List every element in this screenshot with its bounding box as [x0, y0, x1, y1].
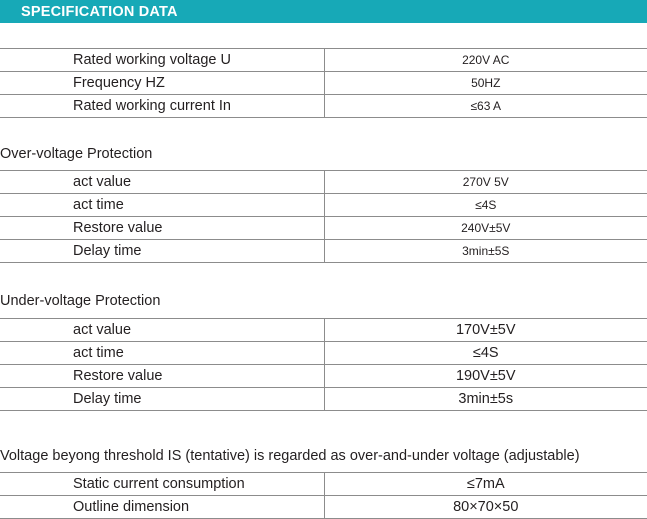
spec-label: Outline dimension [0, 496, 324, 519]
spec-value: 3min±5S [324, 240, 647, 263]
table-row [0, 342, 647, 365]
table-row [0, 171, 647, 194]
spec-label: Rated working voltage U [0, 49, 324, 72]
table-row [0, 365, 647, 388]
table-row [0, 217, 647, 240]
spec-label: Rated working current In [0, 95, 324, 118]
spec-label: act value [0, 319, 324, 342]
table-row [0, 496, 647, 519]
spec-header-bar [0, 0, 647, 23]
spec-value: 270V 5V [324, 171, 647, 194]
table-row [0, 95, 647, 118]
under-voltage-table [0, 318, 647, 411]
table-row [0, 240, 647, 263]
table-row [0, 388, 647, 411]
table-row [0, 49, 647, 72]
spec-label: act time [0, 194, 324, 217]
table-row [0, 194, 647, 217]
spec-value: ≤4S [324, 194, 647, 217]
spec-label: Restore value [0, 365, 324, 388]
spec-label: Frequency HZ [0, 72, 324, 95]
spec-value: ≤7mA [324, 473, 647, 496]
table-row [0, 319, 647, 342]
spec-value: 50HZ [324, 72, 647, 95]
over-voltage-section-title: Over-voltage Protection [0, 146, 153, 162]
spec-value: 240V±5V [324, 217, 647, 240]
threshold-table [0, 472, 647, 519]
spec-value: ≤63 A [324, 95, 647, 118]
spec-label: Delay time [0, 388, 324, 411]
table-row [0, 473, 647, 496]
spec-value: 220V AC [324, 49, 647, 72]
table-row [0, 72, 647, 95]
spec-label: Static current consumption [0, 473, 324, 496]
spec-value: 80×70×50 [324, 496, 647, 519]
threshold-section-title: Voltage beyong threshold IS (tentative) is regarded as over-and-under voltage (adjustable) [0, 448, 580, 464]
spec-value: ≤4S [324, 342, 647, 365]
over-voltage-table [0, 170, 647, 263]
spec-label: act value [0, 171, 324, 194]
general-spec-table [0, 48, 647, 118]
spec-value: 190V±5V [324, 365, 647, 388]
spec-header-title: SPECIFICATION DATA [21, 4, 178, 20]
spec-label: Delay time [0, 240, 324, 263]
spec-value: 3min±5s [324, 388, 647, 411]
spec-label: Restore value [0, 217, 324, 240]
spec-label: act time [0, 342, 324, 365]
spec-value: 170V±5V [324, 319, 647, 342]
under-voltage-section-title: Under-voltage Protection [0, 293, 161, 309]
